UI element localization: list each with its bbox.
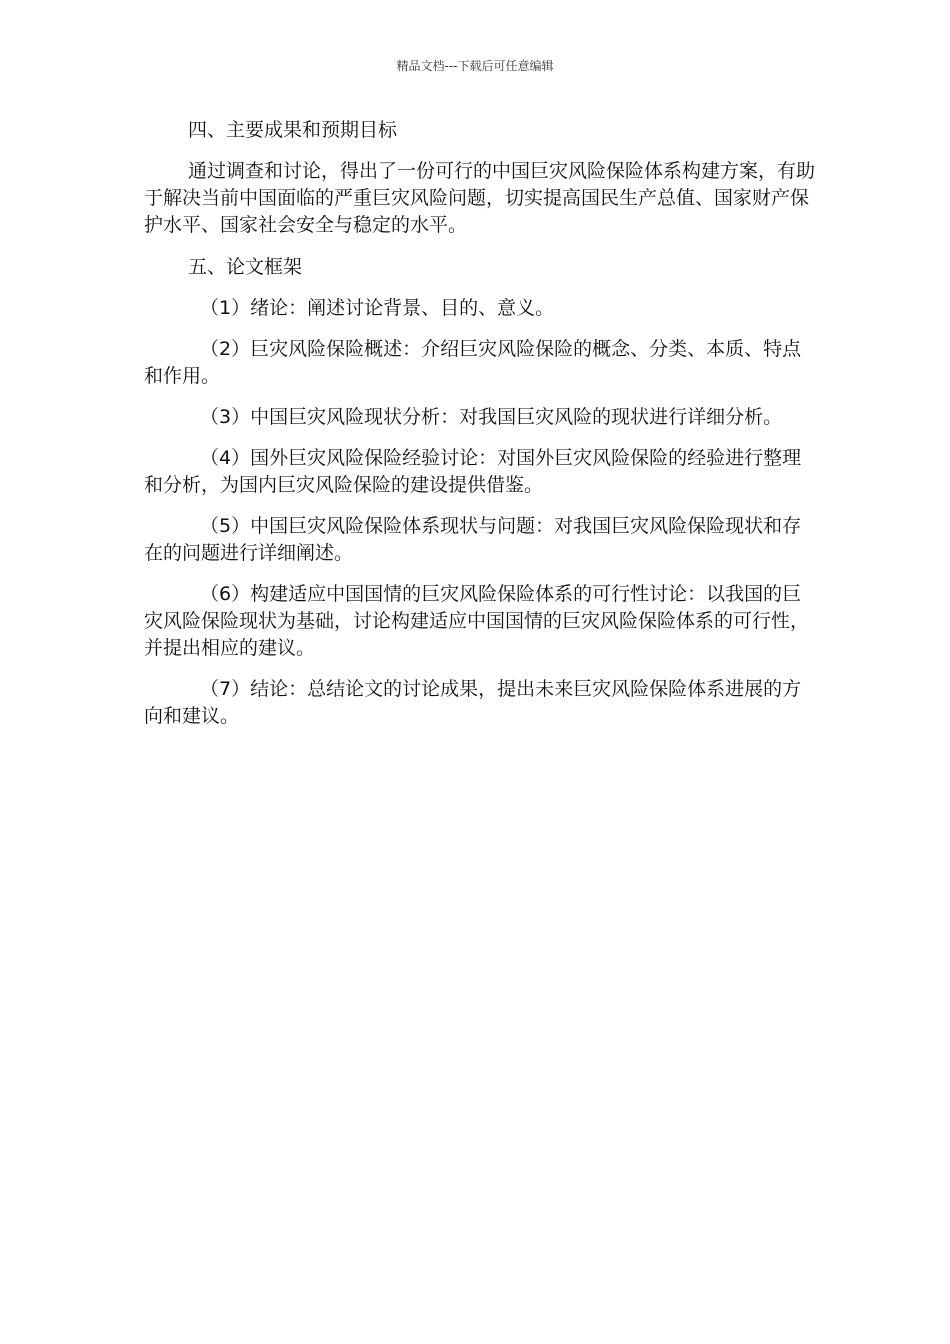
framework-item-overview: （2）巨灾风险保险概述：介绍巨灾风险保险的概念、分类、本质、特点和作用。: [144, 338, 802, 387]
section-paragraph-outcomes: 通过调查和讨论，得出了一份可行的中国巨灾风险保险体系构建方案，有助于解决当前中国面临的严重巨灾风险问题，切实提高国民生产总值、国家财产保护水平、国家社会安全与稳定的水平。: [144, 160, 816, 236]
framework-item-conclusion: （7）结论：总结论文的讨论成果，提出未来巨灾风险保险体系进展的方向和建议。: [144, 678, 802, 727]
framework-item-foreign-experience: （4）国外巨灾风险保险经验讨论：对国外巨灾风险保险的经验进行整理和分析，为国内巨灾风险保险的建设提供借鉴。: [144, 447, 802, 496]
section-heading-outcomes: 四、主要成果和预期目标: [188, 119, 398, 141]
page-header: 精品文档---下载后可任意编辑: [396, 59, 554, 73]
framework-item-status-analysis: （3）中国巨灾风险现状分析：对我国巨灾风险的现状进行详细分析。: [200, 406, 783, 428]
framework-item-feasibility: （6）构建适应中国国情的巨灾风险保险体系的可行性讨论：以我国的巨灾风险保险现状为基础，讨论构建适应中国国情的巨灾风险保险体系的可行性，并提出相应的建议。: [144, 583, 810, 659]
framework-item-system-problems: （5）中国巨灾风险保险体系现状与问题：对我国巨灾风险保险现状和存在的问题进行详细阐述。: [144, 515, 802, 564]
section-heading-framework: 五、论文框架: [188, 256, 303, 278]
framework-item-introduction: （1）绪论：阐述讨论背景、目的、意义。: [200, 297, 555, 319]
document-body: [144, 114, 816, 744]
